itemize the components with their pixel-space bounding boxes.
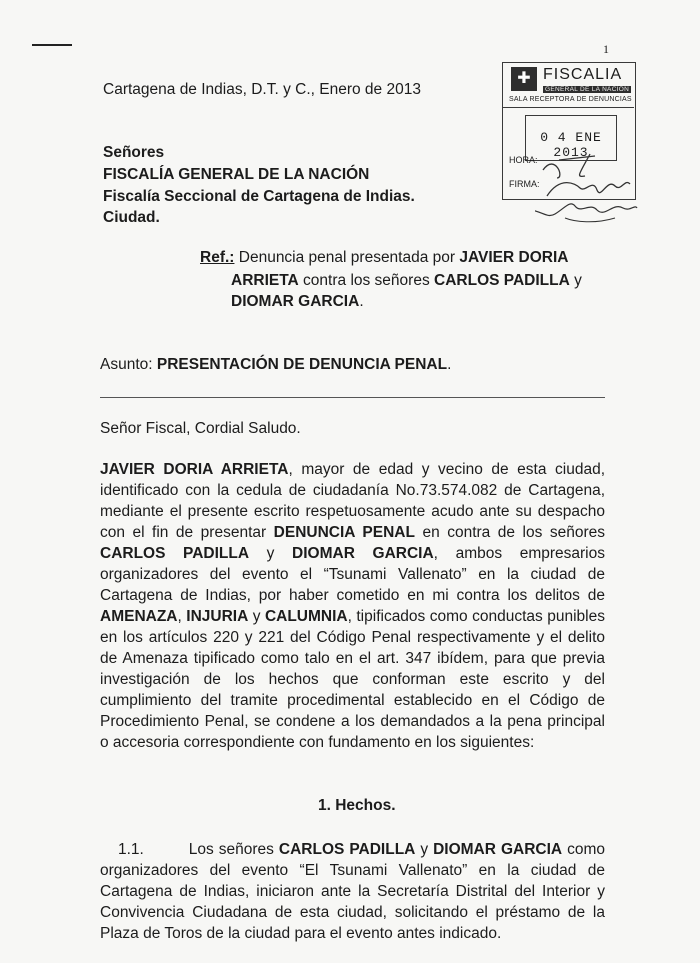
p1-seg-2: DENUNCIA PENAL (273, 524, 415, 541)
addressee-city: Ciudad. (103, 209, 160, 226)
reference-text-1: Denuncia penal presentada por (234, 249, 460, 266)
subject-value: PRESENTACIÓN DE DENUNCIA PENAL (156, 356, 448, 373)
divider (100, 397, 605, 398)
p2-seg-2: y (415, 841, 434, 858)
reference-label: Ref.: (200, 249, 235, 266)
section-title: 1. Hechos. (318, 797, 396, 814)
p2-seg-3: DIOMAR GARCIA (433, 841, 563, 858)
p1-seg-1: , mayor de edad y vecino de esta ciudad, identificado con la cedula de ciudadanía No.73.574.082 de Cartagena, mediante el presente escrito respetuosamente acudo ante su despacho con el fin de presentar (100, 461, 605, 541)
p2-seg-0: 1.1. Los señores (118, 841, 279, 858)
p2-seg-1: CARLOS PADILLA (278, 841, 416, 858)
p1-seg-8: AMENAZA (100, 608, 178, 625)
reference-text-3: y (569, 272, 582, 289)
reference-line-2 (231, 270, 582, 292)
p1-seg-0: JAVIER DORIA ARRIETA (100, 461, 289, 478)
subject-end: . (447, 356, 452, 373)
reference-complainant-surname: ARRIETA (231, 272, 299, 289)
p1-seg-7: , ambos empresarios organizadores del evento el “Tsunami Vallenato” en la ciudad de Cartagena de Indias, por haber cometido en mi contra los delitos de (100, 545, 605, 604)
addressee-salutation: Señores (103, 144, 165, 161)
subject-line (100, 354, 451, 376)
body-paragraph-2 (100, 839, 605, 944)
p1-seg-10: INJURIA (186, 608, 249, 625)
stamp-title: FISCALIA (543, 66, 623, 83)
body-paragraph-2-text (100, 839, 605, 944)
stamp-date-box (525, 115, 617, 161)
stamp-date: 0 4 ENE 2013 (540, 130, 602, 160)
p1-seg-4: CARLOS PADILLA (100, 545, 250, 562)
p1-seg-3: en contra de los señores (414, 524, 605, 541)
p1-seg-9: , (177, 608, 187, 625)
reference-line-1 (200, 247, 568, 269)
p1-seg-5: y (249, 545, 293, 562)
p1-seg-6: DIOMAR GARCIA (292, 545, 434, 562)
reference-text-2: contra los señores (298, 272, 435, 289)
stamp-room: SALA RECEPTORA DE DENUNCIAS (509, 96, 632, 103)
margin-mark (32, 44, 72, 46)
reference-complainant: JAVIER DORIA (459, 249, 569, 266)
reference-text-4: . (359, 293, 364, 310)
body-paragraph-1 (100, 459, 605, 753)
page-number: 1 (603, 42, 609, 56)
place-date: Cartagena de Indias, D.T. y C., Enero de 2013 (103, 81, 421, 98)
greeting: Señor Fiscal, Cordial Saludo. (100, 420, 301, 437)
addressee-institution: FISCALÍA GENERAL DE LA NACIÓN (103, 166, 370, 183)
stamp-firma-label: FIRMA: (509, 179, 540, 189)
reception-stamp (502, 62, 636, 200)
stamp-subtitle: GENERAL DE LA NACION (545, 86, 630, 93)
reference-defendant-1: CARLOS PADILLA (434, 272, 570, 289)
p2-seg-4: como organizadores del evento “El Tsunami Vallenato” en la ciudad de Cartagena de Indias, iniciaron ante la Secretaría Distrital del Interior y Convivencia Ciudadana de esta ciudad, solicitando el préstamo de la Plaza de Toros de la ciudad para el evento antes indicado. (100, 841, 605, 942)
p1-seg-13: , tipificados como conductas punibles en los artículos 220 y 221 del Código Penal respectivamente y el delito de Amenaza tipificado como talo en el art. 347 ibídem, para que previa investigación de los hechos que conforman este escrito y del cumplimiento del tramite procedimental establecido en el Código de Procedimiento Penal, se condene a los demandados a la pena principal o accesoria correspondiente con fundamento en los siguientes: (100, 608, 605, 751)
fiscalia-logo-icon: ✚ (511, 67, 537, 91)
reference-line-3 (231, 291, 364, 313)
reference-defendant-2: DIOMAR GARCIA (231, 293, 360, 310)
p1-seg-11: y (248, 608, 265, 625)
body-paragraph-1-text (100, 459, 605, 753)
subject-label: Asunto: (100, 356, 157, 373)
addressee-office: Fiscalía Seccional de Cartagena de Indias. (103, 188, 415, 205)
p1-seg-12: CALUMNIA (264, 608, 348, 625)
stamp-hora-label: HORA: (509, 155, 538, 165)
